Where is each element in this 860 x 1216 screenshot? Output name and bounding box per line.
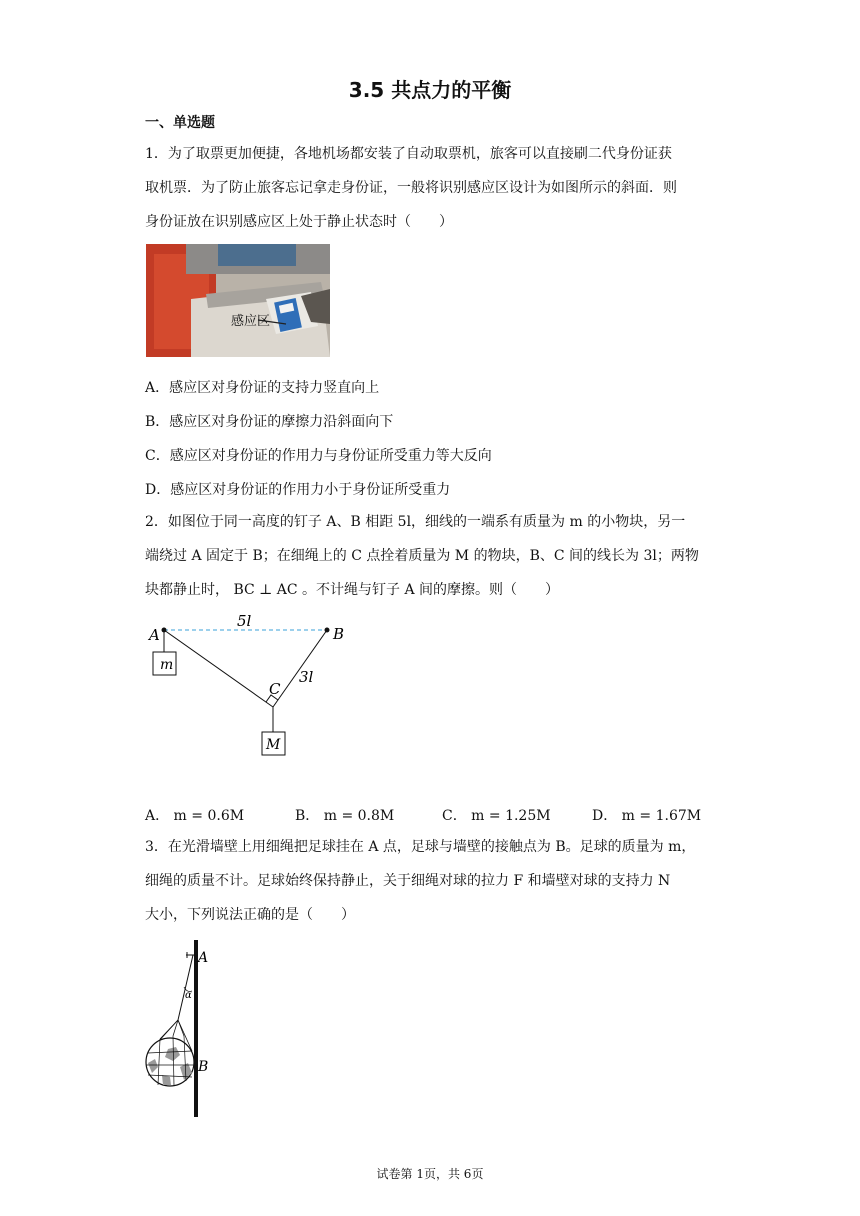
rope [178,955,193,1020]
option-c: C．感应区对身份证的作用力与身份证所受重力等大反向 [145,448,492,464]
option-a: A．感应区对身份证的支持力竖直向上 [145,380,380,396]
question-1-text [145,137,720,239]
sensing-area-label: 感应区 [231,314,271,329]
option-b: B．感应区对身份证的摩擦力沿斜面向下 [145,414,394,430]
string-ac [164,630,273,707]
question-1-line: 身份证放在识别感应区上处于静止状态时（ ） [145,214,453,230]
label-a: A [149,626,160,644]
option-b: B． m = 0.8M [295,808,395,824]
label-c: C [269,680,281,698]
section-heading: 一、单选题 [145,115,215,131]
label-a: A [198,950,209,966]
question-2-options [145,805,705,825]
page-title: 3.5 共点力的平衡 [348,78,512,102]
label-3l: 3l [299,668,314,686]
kiosk-photo [146,244,330,357]
kiosk-screen [218,244,296,266]
question-3-line: 细绳的质量不计。足球始终保持静止，关于细绳对球的拉力 F 和墙壁对球的支持力 N [145,873,671,889]
page-footer: 试卷第 1页，共 6页 [376,1167,484,1181]
option-d: D． m = 1.67M [592,808,702,824]
label-M: M [266,737,281,753]
question-2-line: 端绕过 A 固定于 B；在细绳上的 C 点拴着质量为 M 的物块，B、C 间的线长为 3l；两物 [145,548,699,564]
question-3-text [145,830,720,932]
label-m: m [160,657,174,673]
question-1-line: 1．为了取票更加便捷，各地机场都安装了自动取票机，旅客可以直接刷二代身份证获 [145,146,672,162]
option-d: D．感应区对身份证的作用力小于身份证所受重力 [145,482,451,498]
label-b: B [333,625,345,643]
question-3-line: 大小，下列说法正确的是（ ） [145,907,355,923]
question-2-line: 2．如图位于同一高度的钉子 A、B 相距 5l，细线的一端系有质量为 m 的小物块，另一 [145,514,686,530]
question-3-line: 3．在光滑墙壁上用细绳把足球挂在 A 点，足球与墙壁的接触点为 B。足球的质量为 m， [145,839,696,855]
label-b: B [198,1059,209,1075]
label-alpha: α [185,990,192,1001]
option-c: C． m = 1.25M [442,808,551,824]
question-2-line: 块都静止时， BC ⊥ AC 。不计绳与钉子 A 间的摩擦。则（ ） [145,582,560,598]
option-a: A． m = 0.6M [145,808,245,824]
question-2-text [145,505,720,607]
pegs-diagram [145,610,355,760]
question-1-line: 取机票．为了防止旅客忘记拿走身份证，一般将识别感应区设计为如图所示的斜面．则 [145,180,677,196]
ball-on-wall-diagram [140,935,230,1120]
label-5l: 5l [237,612,252,630]
